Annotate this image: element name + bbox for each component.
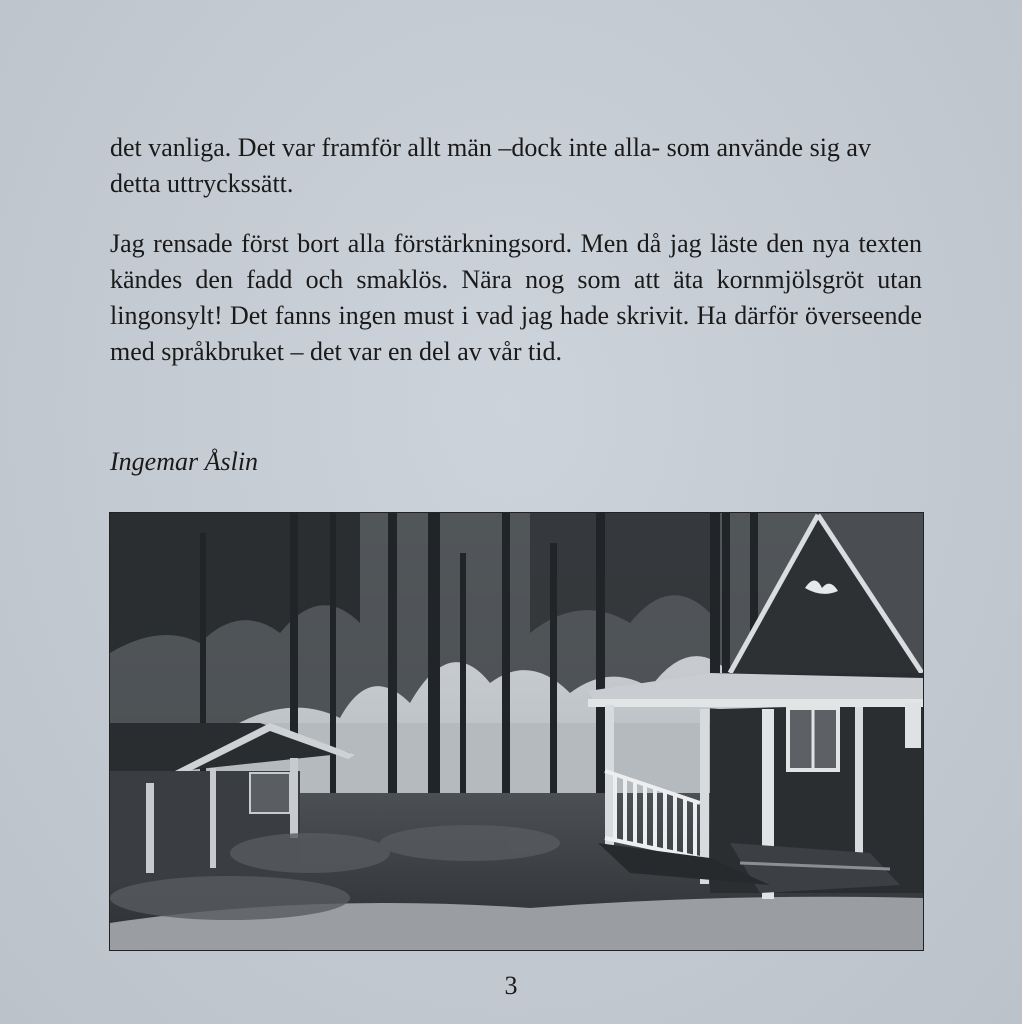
- paragraph-1: det vanliga. Det var framför allt män –dock inte alla- som använde sig av detta uttryckssätt.: [110, 133, 871, 198]
- author-signature: Ingemar Åslin: [110, 447, 259, 476]
- body-text: [110, 130, 922, 394]
- cabin-photograph: [109, 512, 924, 951]
- paragraph-2: Jag rensade först bort alla förstärkningsord. Men då jag läste den nya texten kändes den fadd och smaklös. Nära nog som att äta kornmjölsgröt utan lingonsylt! Det fanns ingen must i vad jag hade skrivit. Ha därför överseende med språkbruket – det var en del av vår tid.: [110, 229, 922, 366]
- page-number: 3: [504, 971, 518, 1000]
